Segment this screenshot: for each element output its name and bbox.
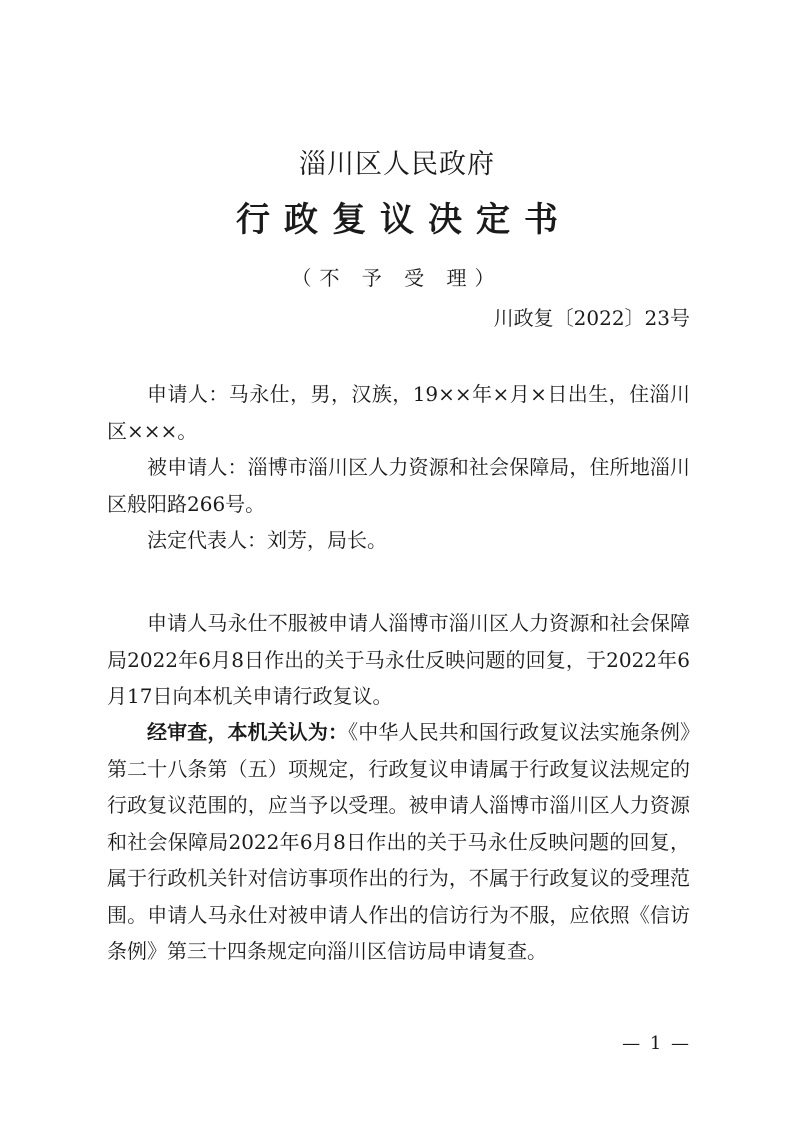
document-number: 川政复〔2022〕23号 xyxy=(493,306,690,330)
applicant-info: 申请人：马永仕，男，汉族，19××年×月×日出生，住淄川区×××。 xyxy=(107,382,690,443)
document-type: （不 予 受 理） xyxy=(291,266,503,290)
document-title: 行政复议决定书 xyxy=(236,200,572,240)
legal-representative-info: 法定代表人：刘芳，局长。 xyxy=(147,528,387,552)
review-findings-lead: 经审查，本机关认为： xyxy=(147,720,349,744)
issuing-organization: 淄川区人民政府 xyxy=(299,149,495,180)
review-findings-text: 《中华人民共和国行政复议法实施条例》第二十八条第（五）项规定，行政复议申请属于行政复议法规定的行政复议范围的，应当予以受理。被申请人淄博市淄川区人力资源和社会保障局2022年6月8日作出的关于马永仕反映问题的回复，属于行政机关针对信访事项作出的行为，不属于行政复议的受理范围。申请人马永仕对被申请人作出的信访行为不服，应依照《信访条例》第三十四条规定向淄川区信访局申请复查。 xyxy=(107,720,691,963)
respondent-info: 被申请人：淄博市淄川区人力资源和社会保障局，住所地淄川区般阳路266号。 xyxy=(107,455,690,516)
page-number: — 1 — xyxy=(622,1033,691,1054)
review-findings-paragraph xyxy=(107,714,690,970)
case-summary-paragraph: 申请人马永仕不服被申请人淄博市淄川区人力资源和社会保障局2022年6月8日作出的关于马永仕反映问题的回复，于2022年6月17日向本机关申请行政复议。 xyxy=(107,611,690,708)
